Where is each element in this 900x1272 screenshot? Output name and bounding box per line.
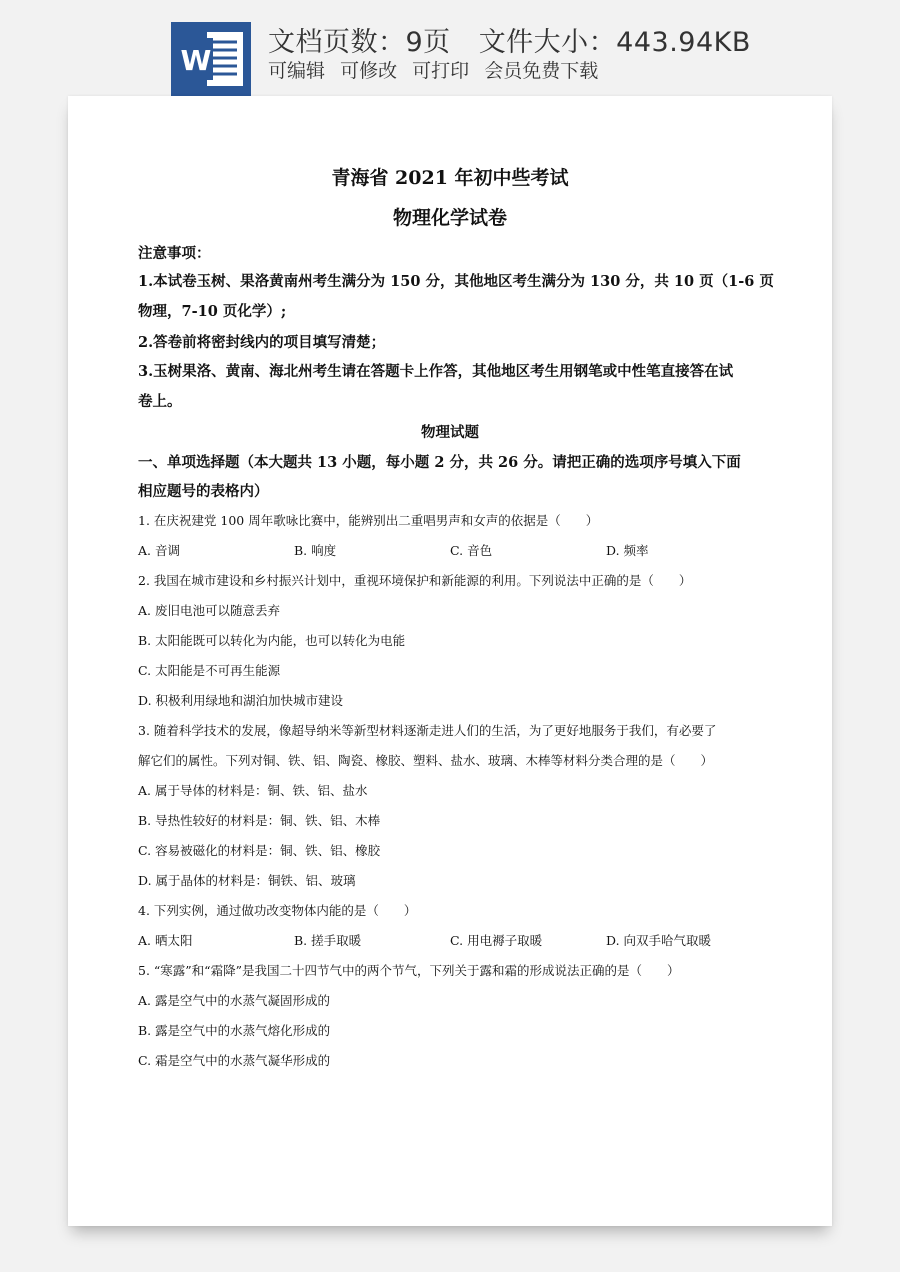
option-d: D. 向双手哈气取暖 xyxy=(606,933,712,948)
feature-editable: 可编辑 xyxy=(268,60,326,82)
part-one-heading: 一、单项选择题（本大题共 13 小题，每小题 2 分，共 26 分。请把正确的选项序号填入下面 xyxy=(138,454,741,471)
option-c: C. 音色 xyxy=(450,543,493,558)
question-4: 4. 下列实例，通过做功改变物体内能的是（ ） xyxy=(138,903,417,918)
download-banner xyxy=(0,0,900,96)
question-3-option-d: D. 属于晶体的材料是：铜铁、铝、玻璃 xyxy=(138,873,356,888)
exam-subtitle: 物理化学试卷 xyxy=(392,207,507,229)
question-3: 3. 随着科学技术的发展，像超导纳米等新型材料逐渐走进人们的生活，为了更好地服务于我们，有必要了 xyxy=(138,723,717,738)
question-3-option-c: C. 容易被磁化的材料是：铜、铁、铝、橡胶 xyxy=(138,843,381,858)
question-3-cont: 解它们的属性。下列对铜、铁、铝、陶瓷、橡胶、塑料、盐水、玻璃、木棒等材料分类合理的是（ ） xyxy=(138,753,714,768)
feature-printable: 可打印 xyxy=(412,60,470,82)
part-one-heading-cont: 相应题号的表格内） xyxy=(138,483,269,500)
document-page xyxy=(68,96,832,1226)
question-5-option-c: C. 霜是空气中的水蒸气凝华形成的 xyxy=(138,1053,331,1068)
file-info xyxy=(268,20,751,59)
option-a: A. 晒太阳 xyxy=(138,933,193,948)
feature-list xyxy=(268,56,607,83)
question-2-option-a: A. 废旧电池可以随意丢弃 xyxy=(138,603,280,618)
feature-modifiable: 可修改 xyxy=(340,60,398,82)
word-document-icon xyxy=(171,22,251,96)
question-2: 2. 我国在城市建设和乡村振兴计划中，重视环境保护和新能源的利用。下列说法中正确的是（ ） xyxy=(138,573,692,588)
notice-heading: 注意事项： xyxy=(138,245,211,262)
file-size: 文件大小：443.94KB xyxy=(478,27,751,58)
option-c: C. 用电褥子取暖 xyxy=(450,933,543,948)
notice-item-1: 1.本试卷玉树、果洛黄南州考生满分为 150 分，其他地区考生满分为 130 分，共 10 页（1-6 页 xyxy=(138,273,774,290)
question-1: 1. 在庆祝建党 100 周年歌咏比赛中，能辨别出二重唱男声和女声的依据是（ ） xyxy=(138,513,599,528)
notice-item-3-cont: 卷上。 xyxy=(138,393,182,410)
question-5: 5. “寒露”和“霜降”是我国二十四节气中的两个节气，下列关于露和霜的形成说法正确的是（ ） xyxy=(138,963,680,978)
option-b: B. 搓手取暖 xyxy=(294,933,362,948)
option-b: B. 响度 xyxy=(294,543,337,558)
question-3-option-b: B. 导热性较好的材料是：铜、铁、铝、木棒 xyxy=(138,813,381,828)
option-d: D. 频率 xyxy=(606,543,649,558)
section-title: 物理试题 xyxy=(421,424,479,441)
question-2-option-c: C. 太阳能是不可再生能源 xyxy=(138,663,281,678)
option-a: A. 音调 xyxy=(138,543,180,558)
question-2-option-d: D. 积极利用绿地和湖泊加快城市建设 xyxy=(138,693,344,708)
notice-item-1-cont: 物理，7-10 页化学）; xyxy=(138,303,287,320)
notice-item-3: 3.玉树果洛、黄南、海北州考生请在答题卡上作答，其他地区考生用钢笔或中性笔直接答在试 xyxy=(138,363,734,380)
question-3-option-a: A. 属于导体的材料是：铜、铁、铝、盐水 xyxy=(138,783,368,798)
page-count: 文档页数：9页 xyxy=(268,27,451,58)
question-5-option-a: A. 露是空气中的水蒸气凝固形成的 xyxy=(138,993,330,1008)
exam-title: 青海省 2021 年初中些考试 xyxy=(331,167,569,189)
feature-free-download: 会员免费下载 xyxy=(484,60,599,82)
question-2-option-b: B. 太阳能既可以转化为内能，也可以转化为电能 xyxy=(138,633,406,648)
question-5-option-b: B. 露是空气中的水蒸气熔化形成的 xyxy=(138,1023,331,1038)
svg-text:W: W xyxy=(180,44,212,77)
notice-item-2: 2.答卷前将密封线内的项目填写清楚； xyxy=(138,334,386,351)
